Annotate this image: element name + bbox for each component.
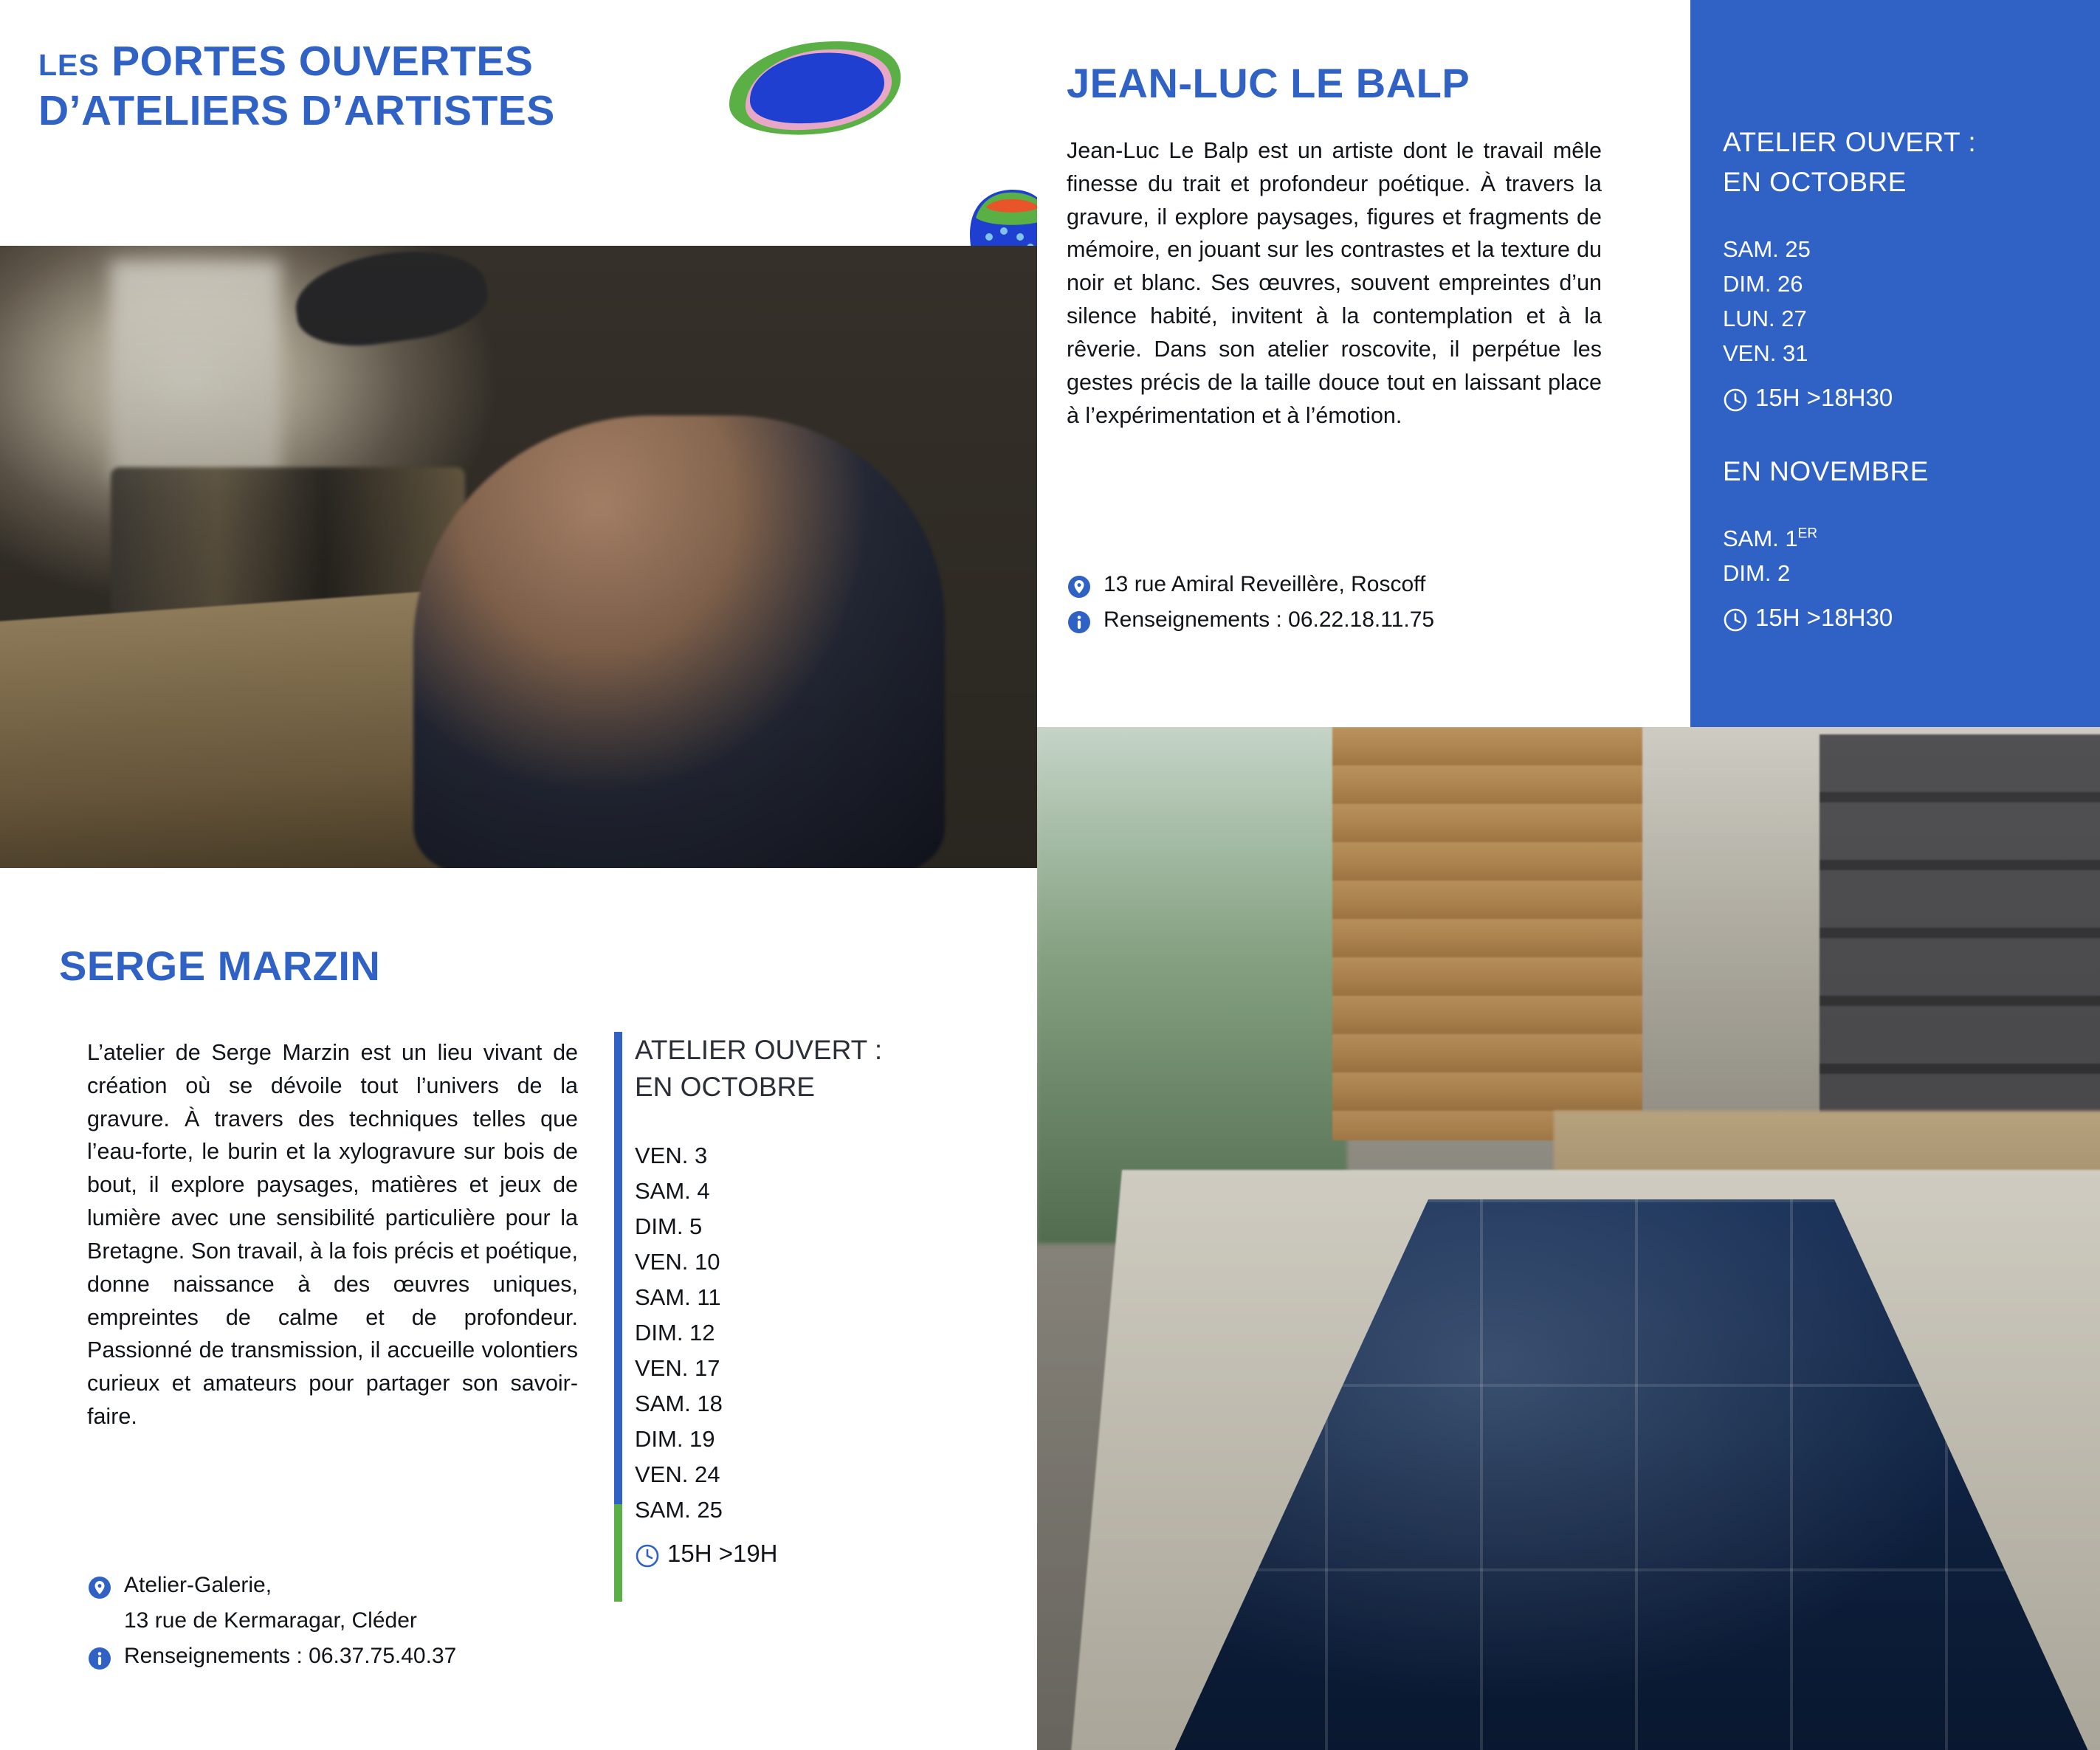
schedule-day: SAM. 25 xyxy=(635,1497,723,1523)
map-pin-icon xyxy=(1067,574,1092,599)
info-circle-icon xyxy=(1067,610,1092,635)
schedule-days-november-le-balp xyxy=(1723,521,2100,590)
address-text-marzin-line1: Atelier-Galerie, xyxy=(124,1573,272,1597)
schedule-month-november-heading xyxy=(1723,453,2100,490)
accent-bar-green xyxy=(614,1504,622,1602)
schedule-day: VEN. 31 xyxy=(1723,340,1808,367)
clock-icon xyxy=(635,1543,660,1568)
schedule-panel-marzin xyxy=(635,1032,982,1568)
schedule-month-october: EN OCTOBRE xyxy=(1723,166,1907,197)
address-row-marzin xyxy=(87,1573,619,1598)
artist-card-marzin xyxy=(0,868,1037,1750)
photo-serge-marzin-workshop xyxy=(0,246,1037,868)
clock-icon xyxy=(1723,387,1748,413)
schedule-day: VEN. 17 xyxy=(635,1355,720,1382)
schedule-panel-le-balp xyxy=(1690,0,2100,727)
accent-bar-blue xyxy=(614,1032,622,1504)
schedule-day: VEN. 10 xyxy=(635,1249,720,1275)
artist-bio-marzin: L’atelier de Serge Marzin est un lieu vivant de création où se dévoile tout l’univers de la gravure. À travers des techniques telles que l’eau-forte, le burin et la xylogravure sur bois de bout, il explore paysages, matières et jeux de lumière avec une sensibilité particulière pour la Bretagne. Son travail, à la fois précis et poétique, donne naissance à des œuvres uniques, empreintes de calme et de profondeur. Passionné de transmission, il accueille volontiers curieux et amateurs pour partager son savoir-faire. xyxy=(87,1040,578,1430)
schedule-hours-marzin xyxy=(635,1540,982,1568)
schedule-hours-text: 15H >18H30 xyxy=(1755,604,1893,632)
title-line-1 xyxy=(38,37,740,86)
schedule-day: DIM. 2 xyxy=(1723,560,1791,587)
info-row-marzin xyxy=(87,1644,619,1669)
address-text-marzin-line2: 13 rue de Kermaragar, Cléder xyxy=(124,1608,417,1633)
schedule-days-october-le-balp xyxy=(1723,232,2100,371)
schedule-day: SAM. 4 xyxy=(635,1177,710,1204)
schedule-day: DIM. 26 xyxy=(1723,270,1803,297)
info-circle-icon xyxy=(87,1646,112,1671)
schedule-day: VEN. 3 xyxy=(635,1142,708,1168)
schedule-month-november: EN NOVEMBRE xyxy=(1723,456,1929,487)
schedule-day: DIM. 19 xyxy=(635,1426,715,1453)
map-pin-icon xyxy=(87,1575,112,1600)
address-text-le-balp: 13 rue Amiral Reveillère, Roscoff xyxy=(1104,572,1426,596)
address-row-le-balp xyxy=(1067,572,1613,597)
title-line-2: D’ATELIERS D’ARTISTES xyxy=(38,87,555,135)
schedule-hours-text: 15H >19H xyxy=(667,1540,778,1568)
schedule-day: SAM. 11 xyxy=(635,1284,721,1311)
info-text-marzin: Renseignements : 06.37.75.40.37 xyxy=(124,1644,457,1668)
schedule-day: SAM. 1ER xyxy=(1723,526,1818,552)
artist-name-le-balp: JEAN-LUC LE BALP xyxy=(1067,60,1470,106)
schedule-day: DIM. 5 xyxy=(635,1213,703,1239)
photo-jean-luc-le-balp-workshop xyxy=(1037,727,2100,1750)
schedule-heading-label: ATELIER OUVERT : xyxy=(1723,127,1977,157)
info-row-le-balp xyxy=(1067,607,1613,633)
schedule-hours-november-le-balp xyxy=(1723,604,2100,632)
schedule-days-marzin xyxy=(635,1138,982,1529)
artist-bio-le-balp: Jean-Luc Le Balp est un artiste dont le travail mêle finesse du trait et profondeur poétique. À travers la gravure, il explore paysages, figures et fragments de mémoire, en jouant sur les contrastes et la texture du noir et blanc. Ses œuvres, souvent empreintes d’un silence habité, invitent à la contemplation et à la rêverie. Dans son atelier roscovite, il perpétue les gestes précis de la taille douce tout en laissant place à l’expérimentation et à l’émotion. xyxy=(1067,138,1602,428)
schedule-heading-marzin xyxy=(635,1032,982,1106)
schedule-accent-bars xyxy=(614,1032,622,1593)
schedule-day: LUN. 27 xyxy=(1723,306,1807,332)
schedule-day: VEN. 24 xyxy=(635,1461,720,1488)
page-title xyxy=(38,37,740,137)
decorative-blob-green-blue-icon xyxy=(723,35,908,139)
schedule-day: SAM. 18 xyxy=(635,1391,723,1417)
info-text-le-balp: Renseignements : 06.22.18.11.75 xyxy=(1104,607,1435,632)
schedule-hours-october-le-balp xyxy=(1723,384,2100,412)
schedule-month-october: EN OCTOBRE xyxy=(635,1071,815,1102)
title-les: LES xyxy=(38,48,100,82)
schedule-hours-text: 15H >18H30 xyxy=(1755,384,1893,412)
schedule-day: DIM. 12 xyxy=(635,1320,715,1346)
schedule-heading-le-balp xyxy=(1723,124,2100,201)
artist-name-marzin: SERGE MARZIN xyxy=(59,943,381,989)
schedule-day: SAM. 25 xyxy=(1723,235,1811,262)
schedule-heading-label: ATELIER OUVERT : xyxy=(635,1035,883,1065)
contact-block-le-balp xyxy=(1067,572,1613,643)
clock-icon xyxy=(1723,607,1748,633)
contact-block-marzin xyxy=(87,1573,619,1679)
title-portes-ouvertes: PORTES OUVERTES xyxy=(111,38,534,85)
